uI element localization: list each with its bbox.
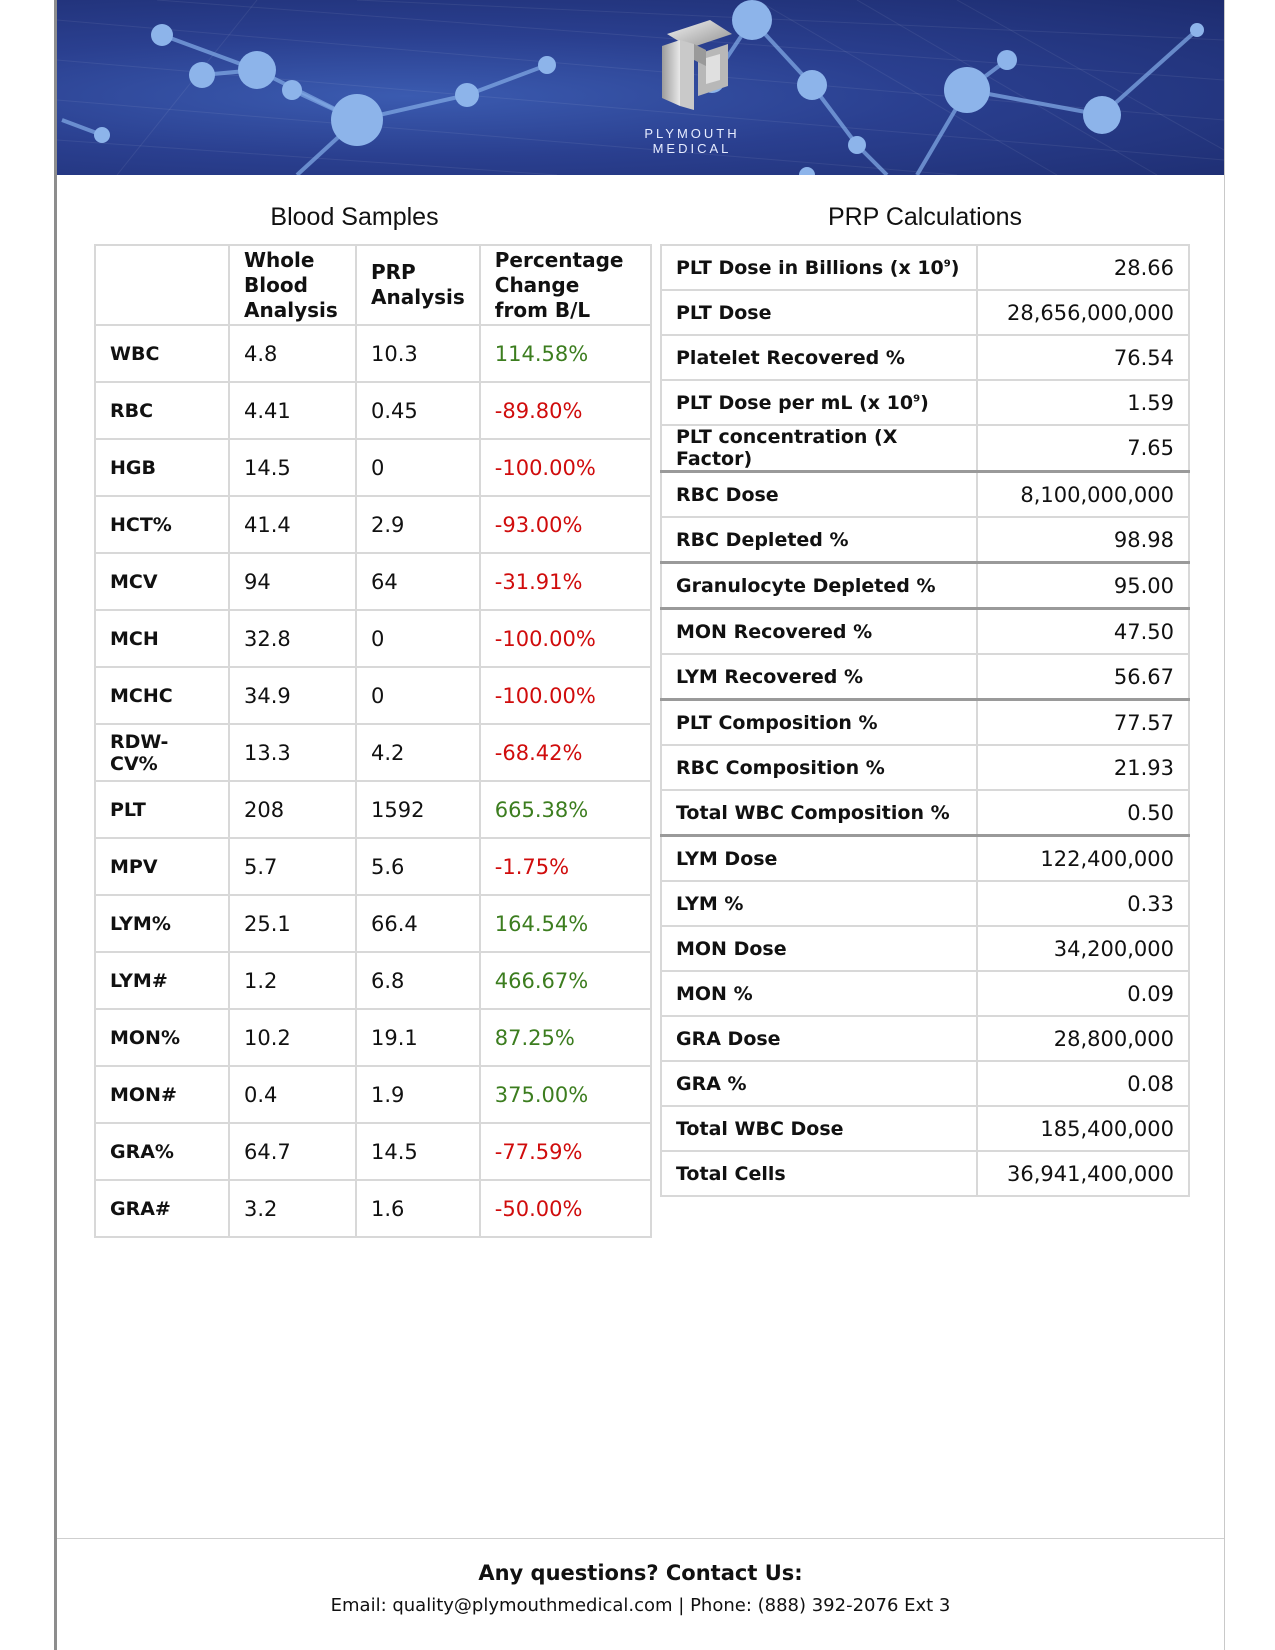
calculation-label-text: MON %: [676, 982, 753, 1005]
prp-analysis-value: 6.8: [356, 952, 480, 1009]
table-row: [95, 838, 651, 895]
calculation-label-text: PLT Dose in Billions (x 10: [676, 256, 944, 279]
table-row: [95, 1009, 651, 1066]
calculation-value: 28.66: [977, 245, 1189, 290]
table-row: [661, 790, 1189, 836]
calculation-value: 36,941,400,000: [977, 1151, 1189, 1196]
table-row: [661, 1106, 1189, 1151]
percentage-change-value: 466.67%: [480, 952, 651, 1009]
percentage-change-value: 164.54%: [480, 895, 651, 952]
calculation-label-text: RBC Depleted %: [676, 528, 849, 551]
calculation-label: [661, 1016, 977, 1061]
logo-text: PLYMOUTH MEDICAL: [644, 126, 740, 156]
blood-samples-title: Blood Samples: [270, 203, 439, 231]
table-row: [95, 382, 651, 439]
exponent: 9: [913, 393, 921, 405]
prp-analysis-value: 0: [356, 667, 480, 724]
prp-analysis-value: 2.9: [356, 496, 480, 553]
whole-blood-value: 34.9: [229, 667, 356, 724]
table-row: [95, 439, 651, 496]
row-label: MCH: [95, 610, 229, 667]
calculation-label: [661, 745, 977, 790]
percentage-change-value: -68.42%: [480, 724, 651, 781]
calculation-value: 47.50: [977, 609, 1189, 655]
table-row: [95, 325, 651, 382]
calculation-value: 122,400,000: [977, 836, 1189, 882]
calculation-label: [661, 1151, 977, 1196]
prp-calculations-title: PRP Calculations: [827, 203, 1023, 231]
table-row: [661, 245, 1189, 290]
calculation-label-text: MON Dose: [676, 937, 787, 960]
prp-analysis-value: 1592: [356, 781, 480, 838]
percentage-change-value: -93.00%: [480, 496, 651, 553]
table-row: [661, 1016, 1189, 1061]
percentage-change-value: -100.00%: [480, 439, 651, 496]
header-percentage-change: Percentage Change from B/L: [480, 245, 651, 325]
table-row: [661, 881, 1189, 926]
row-label: RDW-CV%: [95, 724, 229, 781]
table-row: [661, 380, 1189, 425]
whole-blood-value: 4.41: [229, 382, 356, 439]
prp-analysis-value: 0: [356, 610, 480, 667]
logo-mark-icon: [632, 14, 752, 124]
table-row: [95, 1123, 651, 1180]
row-label: GRA%: [95, 1123, 229, 1180]
row-label: LYM%: [95, 895, 229, 952]
row-label: HGB: [95, 439, 229, 496]
calculation-label: [661, 971, 977, 1016]
table-row: [661, 1151, 1189, 1196]
calculation-value: 28,800,000: [977, 1016, 1189, 1061]
calculation-label: [661, 425, 977, 472]
prp-analysis-value: 19.1: [356, 1009, 480, 1066]
percentage-change-value: 665.38%: [480, 781, 651, 838]
calculation-label-text: Granulocyte Depleted %: [676, 574, 936, 597]
calculation-label-text: PLT Composition %: [676, 711, 878, 734]
calculation-label-suffix: ): [950, 256, 960, 279]
whole-blood-value: 14.5: [229, 439, 356, 496]
table-row: [661, 335, 1189, 380]
calculation-label-text: GRA Dose: [676, 1027, 781, 1050]
calculation-label-text: LYM Dose: [676, 847, 778, 870]
table-row: [95, 781, 651, 838]
header-prp-analysis: PRP Analysis: [356, 245, 480, 325]
report-page: [54, 0, 1225, 1650]
calculation-value: 185,400,000: [977, 1106, 1189, 1151]
row-label: HCT%: [95, 496, 229, 553]
calculation-value: 0.08: [977, 1061, 1189, 1106]
calculation-value: 0.50: [977, 790, 1189, 836]
row-label: MPV: [95, 838, 229, 895]
table-row: [95, 553, 651, 610]
header-banner: [57, 0, 1224, 175]
percentage-change-value: 114.58%: [480, 325, 651, 382]
calculation-label: [661, 517, 977, 563]
calculation-label: [661, 1106, 977, 1151]
table-row: [661, 563, 1189, 609]
calculation-label: [661, 1061, 977, 1106]
footer-contact-info: Email: quality@plymouthmedical.com | Phone: (888) 392-2076 Ext 3: [330, 1595, 951, 1616]
row-label: LYM#: [95, 952, 229, 1009]
table-row: [661, 654, 1189, 700]
calculation-label: [661, 700, 977, 746]
whole-blood-value: 1.2: [229, 952, 356, 1009]
row-label: MCHC: [95, 667, 229, 724]
whole-blood-value: 41.4: [229, 496, 356, 553]
whole-blood-value: 94: [229, 553, 356, 610]
blood-samples-table: [94, 244, 652, 1238]
prp-analysis-value: 1.6: [356, 1180, 480, 1237]
percentage-change-value: 375.00%: [480, 1066, 651, 1123]
table-row: [95, 724, 651, 781]
table-row: [661, 926, 1189, 971]
calculation-label: [661, 563, 977, 609]
calculation-value: 21.93: [977, 745, 1189, 790]
calculation-label: [661, 836, 977, 882]
table-row: [95, 496, 651, 553]
calculation-label-text: PLT Dose per mL (x 10: [676, 391, 914, 414]
table-row: [661, 609, 1189, 655]
prp-analysis-value: 1.9: [356, 1066, 480, 1123]
table-row: [95, 610, 651, 667]
calculation-label-text: PLT concentration (X Factor): [676, 426, 898, 470]
prp-analysis-value: 10.3: [356, 325, 480, 382]
percentage-change-value: -100.00%: [480, 667, 651, 724]
calculation-value: 56.67: [977, 654, 1189, 700]
calculation-label: [661, 290, 977, 335]
calculation-value: 95.00: [977, 563, 1189, 609]
table-row: [661, 425, 1189, 472]
prp-analysis-value: 0: [356, 439, 480, 496]
row-label: MON#: [95, 1066, 229, 1123]
table-row: [661, 472, 1189, 518]
whole-blood-value: 32.8: [229, 610, 356, 667]
whole-blood-value: 3.2: [229, 1180, 356, 1237]
table-row: [95, 1066, 651, 1123]
calculation-label-text: Platelet Recovered %: [676, 346, 905, 369]
whole-blood-value: 5.7: [229, 838, 356, 895]
table-row: [661, 290, 1189, 335]
calculation-label-text: LYM %: [676, 892, 744, 915]
row-label: MCV: [95, 553, 229, 610]
calculation-label: [661, 245, 977, 290]
percentage-change-value: -1.75%: [480, 838, 651, 895]
footer-divider: [57, 1538, 1224, 1539]
row-label: PLT: [95, 781, 229, 838]
calculation-label-text: GRA %: [676, 1072, 747, 1095]
whole-blood-value: 0.4: [229, 1066, 356, 1123]
prp-analysis-value: 66.4: [356, 895, 480, 952]
table-row: [95, 952, 651, 1009]
calculation-value: 34,200,000: [977, 926, 1189, 971]
calculation-label: [661, 881, 977, 926]
row-label: RBC: [95, 382, 229, 439]
percentage-change-value: -89.80%: [480, 382, 651, 439]
calculation-label: [661, 790, 977, 836]
footer-heading: Any questions? Contact Us:: [478, 1561, 803, 1585]
calculation-label-text: RBC Dose: [676, 483, 779, 506]
blood-samples-header-row: [95, 245, 651, 325]
table-row: [95, 895, 651, 952]
calculation-value: 98.98: [977, 517, 1189, 563]
calculation-label: [661, 335, 977, 380]
calculation-label: [661, 472, 977, 518]
prp-analysis-value: 4.2: [356, 724, 480, 781]
calculation-value: 1.59: [977, 380, 1189, 425]
table-row: [661, 700, 1189, 746]
calculation-value: 0.33: [977, 881, 1189, 926]
calculation-label-text: Total Cells: [676, 1162, 786, 1185]
prp-analysis-value: 5.6: [356, 838, 480, 895]
calculation-label-text: Total WBC Dose: [676, 1117, 844, 1140]
calculation-label: [661, 609, 977, 655]
table-row: [95, 667, 651, 724]
calculation-label-text: LYM Recovered %: [676, 665, 864, 688]
whole-blood-value: 4.8: [229, 325, 356, 382]
percentage-change-value: -31.91%: [480, 553, 651, 610]
prp-analysis-value: 0.45: [356, 382, 480, 439]
calculation-label-text: MON Recovered %: [676, 620, 873, 643]
table-row: [95, 1180, 651, 1237]
calculation-value: 8,100,000,000: [977, 472, 1189, 518]
percentage-change-value: -50.00%: [480, 1180, 651, 1237]
exponent: 9: [943, 258, 951, 270]
header-cell-blank: [95, 245, 229, 325]
table-row: [661, 971, 1189, 1016]
prp-analysis-value: 14.5: [356, 1123, 480, 1180]
calculation-label-text: RBC Composition %: [676, 756, 885, 779]
calculation-value: 77.57: [977, 700, 1189, 746]
whole-blood-value: 208: [229, 781, 356, 838]
whole-blood-value: 10.2: [229, 1009, 356, 1066]
whole-blood-value: 64.7: [229, 1123, 356, 1180]
calculation-label: [661, 926, 977, 971]
table-row: [661, 836, 1189, 882]
whole-blood-value: 25.1: [229, 895, 356, 952]
row-label: GRA#: [95, 1180, 229, 1237]
percentage-change-value: -77.59%: [480, 1123, 651, 1180]
calculation-value: 76.54: [977, 335, 1189, 380]
calculation-label: [661, 380, 977, 425]
row-label: MON%: [95, 1009, 229, 1066]
percentage-change-value: -100.00%: [480, 610, 651, 667]
prp-analysis-value: 64: [356, 553, 480, 610]
prp-calculations-table: [660, 244, 1190, 1197]
calculation-label-text: PLT Dose: [676, 301, 772, 324]
header-whole-blood: Whole Blood Analysis: [229, 245, 356, 325]
percentage-change-value: 87.25%: [480, 1009, 651, 1066]
row-label: WBC: [95, 325, 229, 382]
table-row: [661, 745, 1189, 790]
calculation-label-text: Total WBC Composition %: [676, 801, 950, 824]
calculation-value: 28,656,000,000: [977, 290, 1189, 335]
whole-blood-value: 13.3: [229, 724, 356, 781]
table-row: [661, 1061, 1189, 1106]
calculation-label: [661, 654, 977, 700]
calculation-value: 0.09: [977, 971, 1189, 1016]
table-row: [661, 517, 1189, 563]
calculation-value: 7.65: [977, 425, 1189, 472]
calculation-label-suffix: ): [920, 391, 929, 414]
